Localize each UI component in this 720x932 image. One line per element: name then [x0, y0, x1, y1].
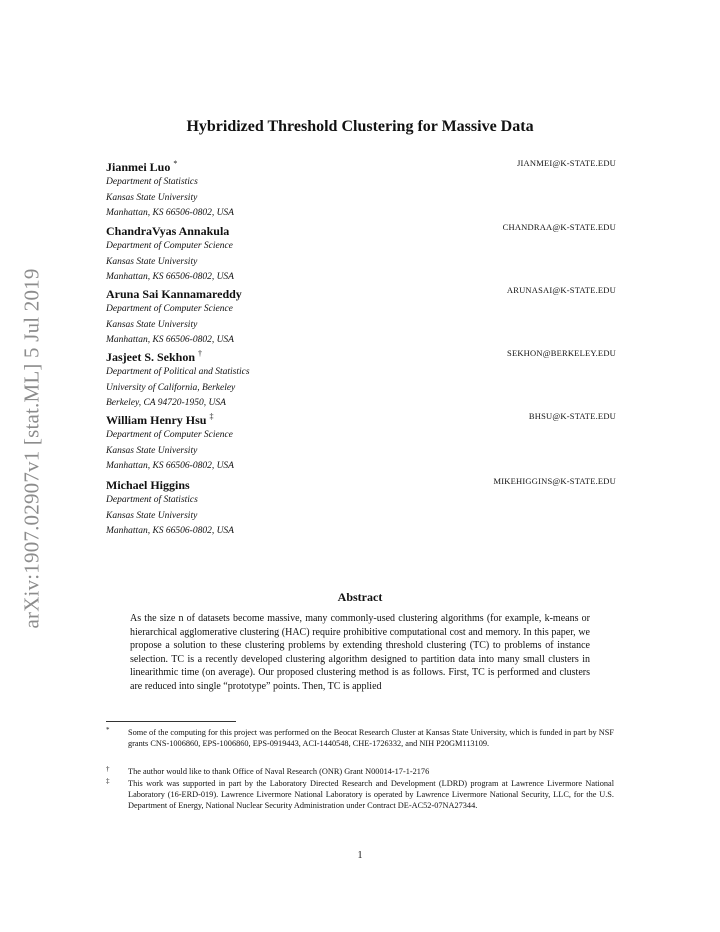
author-name: ChandraVyas Annakula [106, 224, 230, 238]
author-email: ARUNASAI@K-STATE.EDU [506, 285, 616, 295]
author-name: Michael Higgins [106, 478, 190, 492]
footnote-text: Some of the computing for this project was performed on the Beocat Research Cluster at Kansas State University, which is funded in part by NSF grants CNS-1006860, EPS-1006860, EPS-0919443, ACI-1440548, CHE-1726332, and NIH P20GM113109. [128, 728, 614, 749]
author-name: Jianmei Luo [106, 160, 171, 174]
author-address: Manhattan, KS 66506-0802, USA [106, 208, 234, 218]
author-name: Jasjeet S. Sekhon [106, 350, 196, 364]
author-footnote-mark: ‡ [209, 412, 214, 421]
author-institution: University of California, Berkeley [106, 382, 236, 393]
footnote-text: This work was supported in part by the Laboratory Directed Research and Development (LDRD) program at Lawrence Livermore National Laboratory (16-ERD-019). Lawrence Livermore National Laboratory is operated by Lawrence Livermore National Security, LLC, for the U.S. Department of Energy, National Nuclear Security Administration under Contract DE-AC52-07NA27344. [128, 779, 614, 811]
footnote-mark: ‡ [106, 777, 110, 785]
author-email: BHSU@K-STATE.EDU [528, 411, 616, 421]
page-number: 1 [357, 850, 363, 861]
author-email: MIKEHIGGINS@K-STATE.EDU [493, 476, 616, 486]
author-department: Department of Computer Science [106, 304, 233, 314]
author-address: Manhattan, KS 66506-0802, USA [106, 335, 234, 345]
author-institution: Kansas State University [106, 510, 198, 521]
author-department: Department of Computer Science [106, 241, 233, 251]
author-block [106, 220, 616, 286]
author-department: Department of Statistics [106, 177, 198, 187]
author-block [106, 474, 616, 540]
author-address: Berkeley, CA 94720-1950, USA [106, 398, 226, 408]
author-department: Department of Computer Science [106, 430, 233, 440]
abstract-heading: Abstract [337, 590, 383, 604]
footnote [106, 727, 614, 749]
author-email: SEKHON@BERKELEY.EDU [507, 348, 616, 358]
author-block [106, 283, 616, 349]
footnote-mark: * [106, 726, 110, 734]
author-footnote-mark: * [173, 159, 178, 168]
author-address: Manhattan, KS 66506-0802, USA [106, 461, 234, 471]
footnote [106, 766, 614, 777]
footnote-rule [106, 721, 236, 722]
author-institution: Kansas State University [106, 319, 198, 330]
author-footnote-mark: † [198, 349, 203, 358]
author-block [106, 156, 616, 222]
author-address: Manhattan, KS 66506-0802, USA [106, 272, 234, 282]
author-email: JIANMEI@K-STATE.EDU [516, 158, 616, 168]
author-name: William Henry Hsu [106, 413, 207, 427]
author-name: Aruna Sai Kannamareddy [106, 287, 242, 301]
abstract-text: As the size n of datasets become massive, many commonly-used clustering algorithms (for example, k-means or hierarchical agglomerative clustering (HAC) require prohibitive computational cost and memory. In this paper, we propose a solution to these clustering problems by extending threshold clustering (TC) to problems of instance selection. TC is a recently developed clustering algorithm designed to partition data into many small clusters in linearithmic time (on average). Our proposed clustering method is as follows. First, TC is performed and clusters are reduced into single “prototype” points. Then, TC is applied [130, 613, 590, 692]
author-address: Manhattan, KS 66506-0802, USA [106, 526, 234, 536]
author-institution: Kansas State University [106, 192, 198, 203]
author-institution: Kansas State University [106, 256, 198, 267]
arxiv-identifier: arXiv:1907.02907v1 [stat.ML] 5 Jul 2019 [19, 267, 44, 629]
author-email: CHANDRAA@K-STATE.EDU [502, 222, 616, 232]
author-department: Department of Statistics [106, 495, 198, 505]
arxiv-sidebar [8, 258, 56, 638]
author-block [106, 409, 616, 475]
author-institution: Kansas State University [106, 445, 198, 456]
author-block [106, 346, 616, 412]
footnote [106, 778, 614, 812]
author-department: Department of Political and Statistics [106, 367, 250, 377]
footnote-mark: † [106, 765, 110, 773]
footnote-text: The author would like to thank Office of Naval Research (ONR) Grant N00014-17-1-2176 [128, 767, 430, 776]
paper-title: Hybridized Threshold Clustering for Massive Data [186, 118, 534, 135]
